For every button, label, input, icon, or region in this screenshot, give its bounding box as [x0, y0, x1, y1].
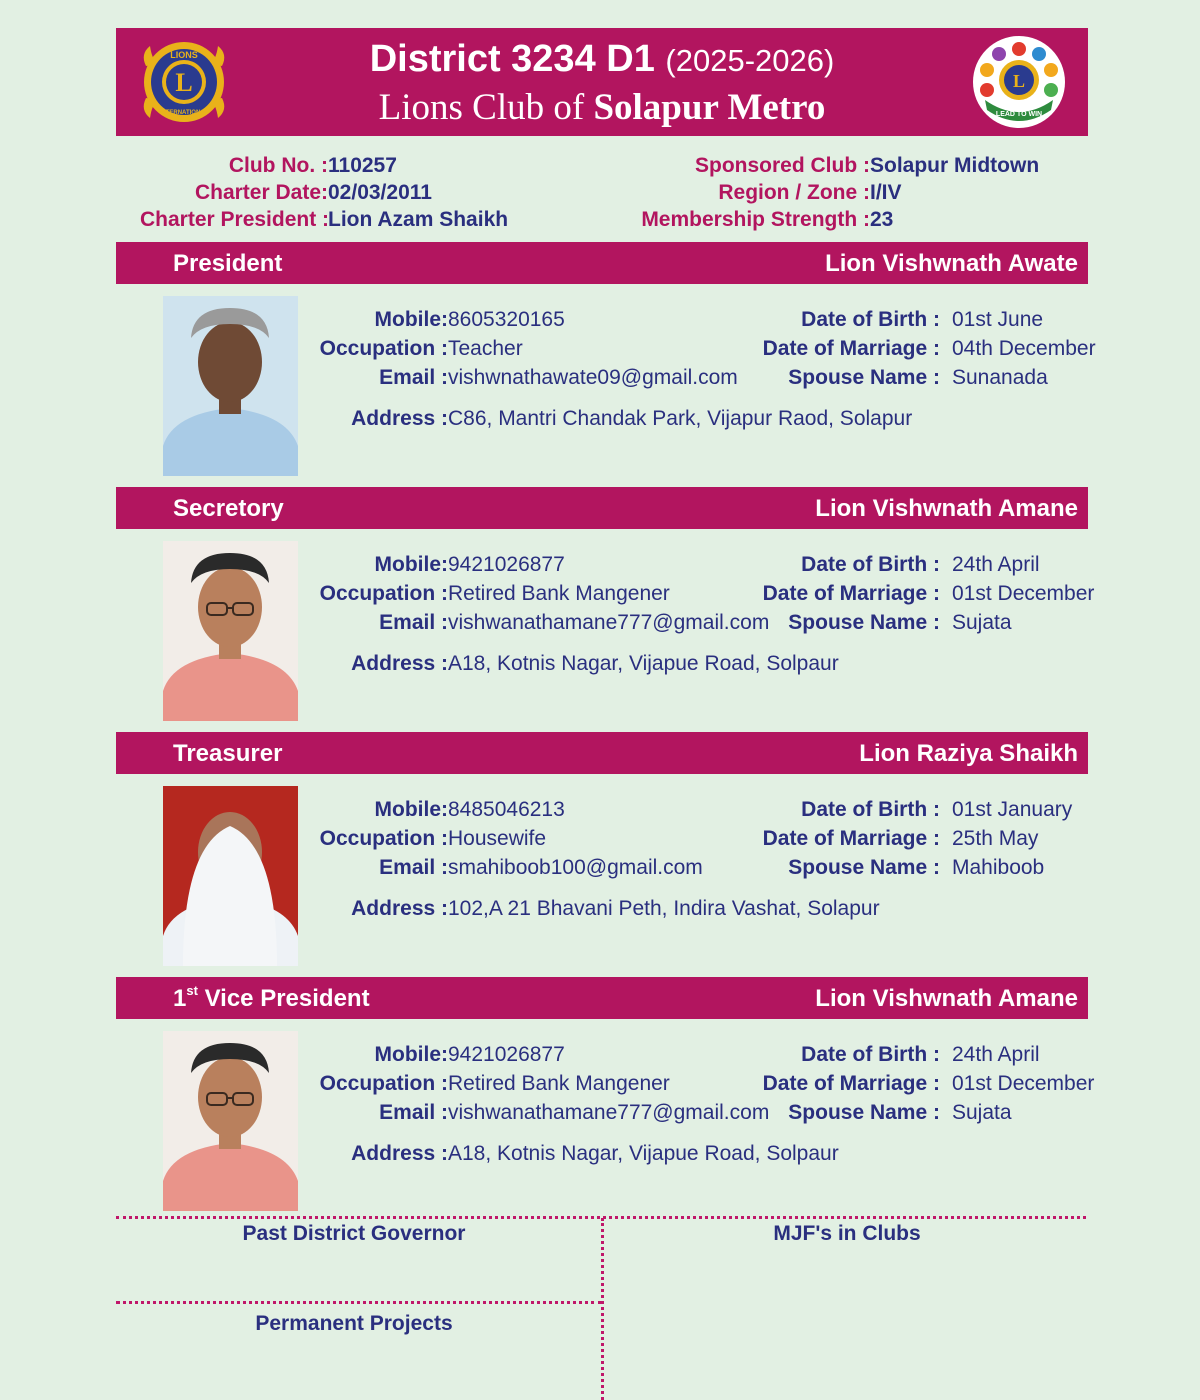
club-prefix: Lions Club of	[378, 87, 585, 128]
officer-name: Lion Vishwnath Amane	[815, 495, 1078, 522]
address-value: 102,A 21 Bhavani Peth, Indira Vashat, Solapur	[448, 897, 880, 920]
past-district-governor-label: Past District Governor	[242, 1222, 466, 1245]
officer-photo	[163, 296, 298, 476]
detail-row	[600, 798, 1072, 822]
lead-to-win-logo-icon	[971, 34, 1067, 130]
info-label: Club No. :	[228, 154, 328, 177]
header-banner	[116, 28, 1088, 136]
detail-row	[600, 337, 1096, 361]
detail-label: Email :	[379, 856, 448, 879]
officer-name: Lion Vishwnath Amane	[815, 985, 1078, 1012]
footer-divider	[116, 1301, 602, 1304]
officer-details	[300, 796, 1100, 936]
info-value: 23	[870, 208, 894, 231]
occupation-value: Housewife	[448, 827, 547, 850]
address-value: A18, Kotnis Nagar, Vijapue Road, Solpaur	[448, 652, 839, 675]
dom-value: 04th December	[952, 337, 1096, 360]
detail-label: Date of Marriage :	[762, 827, 940, 850]
detail-row	[300, 308, 565, 332]
officer-banner	[116, 977, 1088, 1019]
info-value: 110257	[328, 154, 397, 177]
person-photo-icon	[163, 541, 298, 721]
dob-value: 01st June	[952, 308, 1044, 331]
detail-label: Mobile:	[374, 1043, 448, 1066]
detail-label: Date of Birth :	[801, 308, 940, 331]
detail-row	[300, 897, 880, 921]
occupation-value: Teacher	[448, 337, 523, 360]
officer-details	[300, 1041, 1100, 1181]
detail-row	[300, 652, 839, 676]
address-value: A18, Kotnis Nagar, Vijapue Road, Solpaur	[448, 1142, 839, 1165]
detail-row	[300, 407, 912, 431]
detail-label: Email :	[379, 1101, 448, 1124]
email-value: vishwnathawate09@gmail.com	[448, 366, 738, 389]
officer-role: Secretory	[173, 495, 284, 522]
detail-label: Spouse Name :	[788, 611, 940, 634]
person-photo-icon	[163, 1031, 298, 1211]
spouse-value: Mahiboob	[952, 856, 1045, 879]
logo-left-text-top: LIONS	[170, 50, 198, 60]
club-info-right	[600, 152, 1039, 233]
address-value: C86, Mantri Chandak Park, Vijapur Raod, Solapur	[448, 407, 913, 430]
officer-banner	[116, 242, 1088, 284]
info-row	[140, 152, 508, 179]
spouse-value: Sunanada	[952, 366, 1048, 389]
detail-label: Mobile:	[374, 798, 448, 821]
email-value: vishwanathamane777@gmail.com	[448, 611, 770, 634]
info-label: Sponsored Club :	[695, 154, 870, 177]
detail-row	[600, 827, 1038, 851]
officer-name: Lion Raziya Shaikh	[859, 740, 1078, 767]
detail-label: Occupation :	[319, 827, 448, 850]
detail-row	[300, 337, 523, 361]
detail-label: Address :	[351, 652, 448, 675]
dom-value: 01st December	[952, 582, 1095, 605]
occupation-value: Retired Bank Mangener	[448, 582, 670, 605]
detail-label: Spouse Name :	[788, 1101, 940, 1124]
info-row	[140, 179, 508, 206]
spouse-value: Sujata	[952, 611, 1012, 634]
officer-role: 1st Vice President	[173, 983, 370, 1012]
info-label: Region / Zone :	[718, 181, 870, 204]
person-photo-icon	[163, 786, 298, 966]
officer-photo	[163, 1031, 298, 1211]
detail-label: Mobile:	[374, 553, 448, 576]
detail-row	[600, 1043, 1040, 1067]
permanent-projects-label: Permanent Projects	[255, 1312, 453, 1335]
info-label: Charter Date:	[194, 181, 328, 204]
logo-left-text-bottom: INTERNATIONAL	[159, 110, 209, 116]
officer-role: Treasurer	[173, 740, 283, 767]
detail-label: Spouse Name :	[788, 856, 940, 879]
detail-row	[300, 1142, 839, 1166]
detail-row	[300, 798, 565, 822]
email-value: smahiboob100@gmail.com	[448, 856, 703, 879]
detail-label: Occupation :	[319, 582, 448, 605]
detail-row	[600, 366, 1048, 390]
info-label: Charter President :	[140, 208, 330, 231]
detail-label: Date of Birth :	[801, 798, 940, 821]
district-title	[116, 38, 1088, 81]
dob-value: 24th April	[952, 553, 1040, 576]
detail-label: Occupation :	[319, 1072, 448, 1095]
detail-label: Date of Marriage :	[762, 337, 940, 360]
officer-banner	[116, 487, 1088, 529]
club-name: Solapur Metro	[593, 87, 826, 128]
detail-row	[600, 1101, 1012, 1125]
officer-photo	[163, 541, 298, 721]
detail-label: Mobile:	[374, 308, 448, 331]
detail-row	[600, 308, 1043, 332]
info-row	[600, 179, 1039, 206]
detail-row	[600, 582, 1094, 606]
detail-label: Address :	[351, 407, 448, 430]
detail-label: Spouse Name :	[788, 366, 940, 389]
detail-label: Email :	[379, 611, 448, 634]
svg-text:L: L	[1012, 71, 1026, 91]
occupation-value: Retired Bank Mangener	[448, 1072, 670, 1095]
spouse-value: Sujata	[952, 1101, 1012, 1124]
info-value: 02/03/2011	[328, 181, 432, 204]
detail-label: Address :	[351, 897, 448, 920]
detail-label: Date of Marriage :	[762, 582, 940, 605]
mobile-value: 8605320165	[448, 308, 565, 331]
detail-row	[600, 611, 1012, 635]
club-info-left	[140, 152, 508, 233]
officer-name: Lion Vishwnath Awate	[825, 250, 1078, 277]
officer-photo	[163, 786, 298, 966]
info-row	[600, 206, 1039, 233]
detail-label: Date of Marriage :	[762, 1072, 940, 1095]
dob-value: 01st January	[952, 798, 1073, 821]
info-value: Lion Azam Shaikh	[328, 208, 509, 231]
mobile-value: 9421026877	[448, 1043, 565, 1066]
svg-text:L: L	[175, 68, 193, 97]
detail-row	[300, 827, 546, 851]
district-name: District 3234 D1	[369, 38, 655, 80]
info-label: Membership Strength :	[641, 208, 870, 231]
dob-value: 24th April	[952, 1043, 1040, 1066]
detail-row	[300, 553, 565, 577]
dom-value: 25th May	[952, 827, 1039, 850]
dom-value: 01st December	[952, 1072, 1095, 1095]
info-row	[140, 206, 508, 233]
club-title	[116, 86, 1088, 129]
logo-right-text: LEAD TO WIN	[995, 111, 1043, 118]
info-value: Solapur Midtown	[870, 154, 1040, 177]
person-photo-icon	[163, 296, 298, 476]
detail-label: Date of Birth :	[801, 553, 940, 576]
mjf-label: MJF's in Clubs	[773, 1222, 921, 1245]
email-value: vishwanathamane777@gmail.com	[448, 1101, 770, 1124]
officer-role: President	[173, 250, 283, 277]
mobile-value: 9421026877	[448, 553, 565, 576]
info-row	[600, 152, 1039, 179]
detail-label: Occupation :	[319, 337, 448, 360]
officer-banner	[116, 732, 1088, 774]
detail-row	[600, 553, 1040, 577]
detail-label: Address :	[351, 1142, 448, 1165]
officer-details	[300, 306, 1100, 446]
detail-row	[600, 856, 1044, 880]
detail-label: Date of Birth :	[801, 1043, 940, 1066]
officer-details	[300, 551, 1100, 691]
detail-label: Email :	[379, 366, 448, 389]
detail-row	[600, 1072, 1094, 1096]
district-years: (2025-2026)	[665, 43, 835, 78]
detail-row	[300, 1043, 565, 1067]
mobile-value: 8485046213	[448, 798, 565, 821]
info-value: I/IV	[870, 181, 902, 204]
